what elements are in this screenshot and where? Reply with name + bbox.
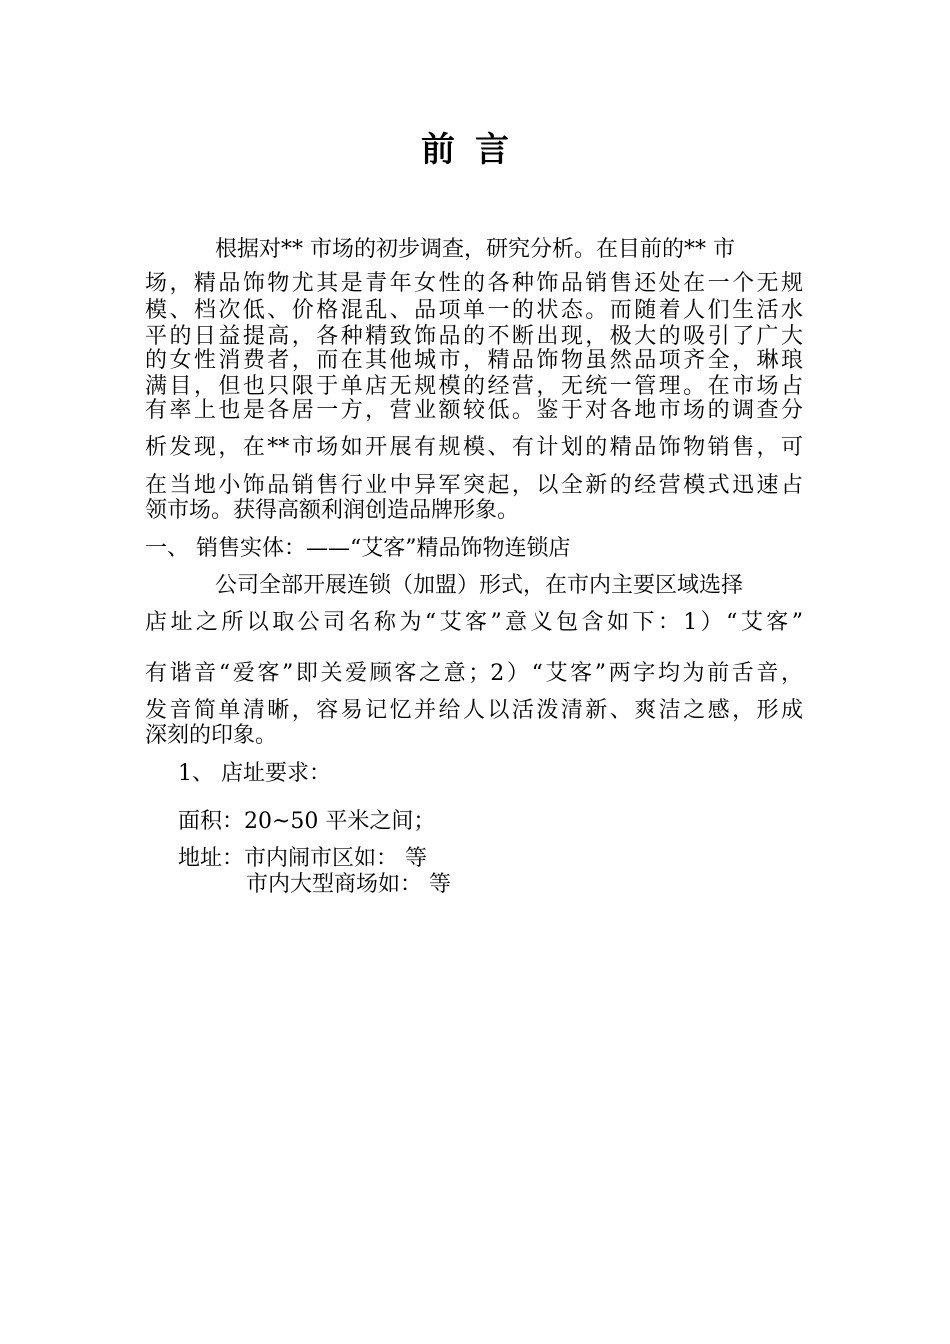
section-heading: 一、 销售实体：——“艾客”精品饰物连锁店 [145, 536, 571, 561]
section-line-2: 店址之所以取公司名称为“艾客”意义包含如下：1）“艾客” [145, 610, 803, 635]
preface-line-7: 有率上也是各居一方，营业额较低。鉴于对各地市场的调查分 [145, 398, 803, 423]
section-line-4: 发音简单清晰，容易记忆并给人以活泼清新、爽洁之感，形成 [145, 698, 803, 723]
preface-line-4: 平的日益提高，各种精致饰品的不断出现，极大的吸引了广大 [145, 324, 803, 349]
preface-line-9: 在当地小饰品销售行业中异军突起，以全新的经营模式迅速占 [145, 473, 803, 498]
preface-line-1: 根据对** 市场的初步调查，研究分析。在目前的** 市 [215, 237, 735, 262]
preface-line-8: 析发现，在**市场如开展有规模、有计划的精品饰物销售，可 [145, 435, 803, 460]
section-line-3: 有谐音“爱客”即关爱顾客之意；2）“艾客”两字均为前舌音， [145, 661, 803, 686]
requirement-area: 面积：20~50 平米之间； [178, 809, 436, 834]
requirement-address-1: 地址：市内闹市区如： 等 [178, 846, 427, 871]
preface-line-6: 满目，但也只限于单店无规模的经营，无统一管理。在市场占 [145, 374, 803, 399]
preface-line-3: 模、档次低、价格混乱、品项单一的状态。而随着人们生活水 [145, 298, 803, 323]
preface-line-5: 的女性消费者，而在其他城市，精品饰物虽然品项齐全，琳琅 [145, 348, 803, 373]
requirements-heading: 1、 店址要求： [178, 761, 331, 786]
section-line-1: 公司全部开展连锁（加盟）形式，在市内主要区域选择 [215, 573, 744, 598]
section-line-5: 深刻的印象。 [145, 723, 278, 748]
page-title: 前言 [421, 130, 529, 170]
preface-line-2: 场，精品饰物尤其是青年女性的各种饰品销售还处在一个无规 [145, 271, 803, 296]
preface-line-10: 领市场。获得高额利润创造品牌形象。 [145, 498, 520, 523]
requirement-address-2: 市内大型商场如： 等 [246, 872, 451, 897]
